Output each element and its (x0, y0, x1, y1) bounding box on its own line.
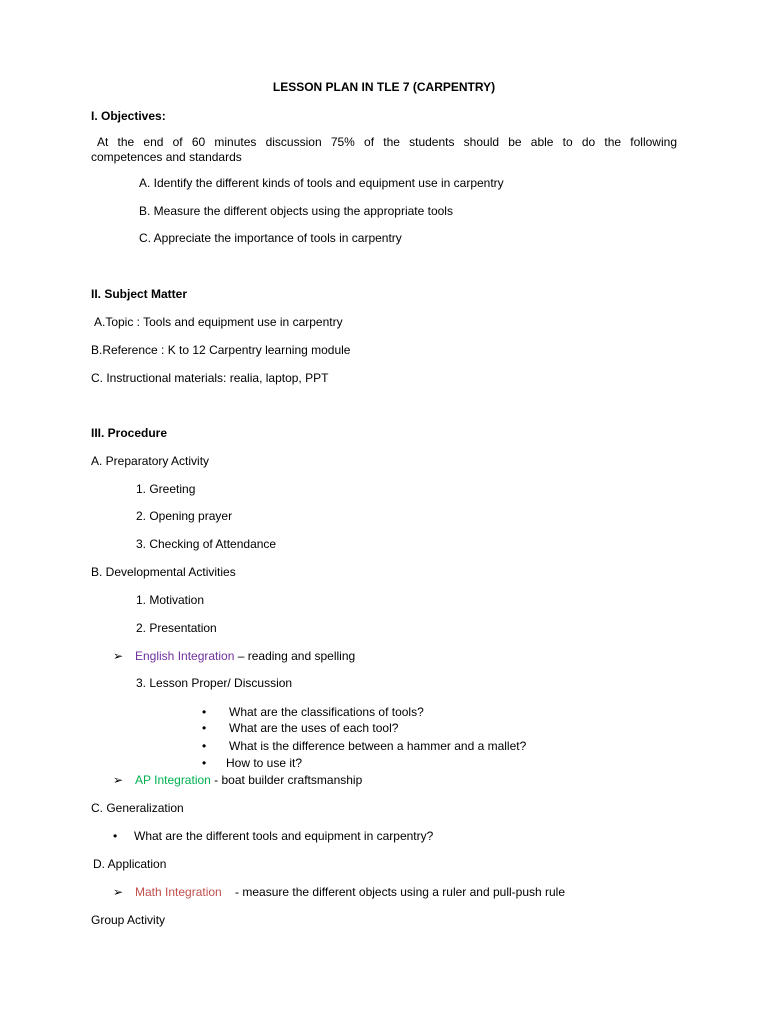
bullet-icon: • (202, 721, 207, 735)
developmental-motivation: 1. Motivation (136, 593, 205, 607)
objectives-intro-line2: competences and standards (91, 150, 242, 164)
preparatory-heading: A. Preparatory Activity (91, 454, 210, 468)
ap-integration-label: AP Integration (135, 773, 211, 787)
question-item (202, 756, 302, 771)
subject-reference: B.Reference : K to 12 Carpentry learning module (91, 343, 351, 357)
bullet-icon: • (113, 829, 118, 843)
ap-integration-item (113, 773, 362, 788)
procedure-heading: III. Procedure (91, 426, 168, 440)
lesson-proper: 3. Lesson Proper/ Discussion (136, 676, 293, 690)
preparatory-item-prayer: 2. Opening prayer (136, 509, 233, 523)
group-activity-heading: Group Activity (91, 913, 166, 927)
arrow-bullet-icon: ➢ (113, 885, 124, 899)
arrow-bullet-icon: ➢ (113, 649, 124, 663)
math-integration-label: Math Integration (135, 885, 222, 899)
subject-matter-heading: II. Subject Matter (91, 287, 188, 301)
generalization-heading: C. Generalization (91, 801, 184, 815)
preparatory-item-attendance: 3. Checking of Attendance (136, 537, 277, 551)
objective-item-c: C. Appreciate the importance of tools in carpentry (139, 231, 402, 245)
english-integration-label: English Integration (135, 649, 235, 663)
subject-topic: A.Topic : Tools and equipment use in carpentry (94, 315, 343, 329)
question-text: What is the difference between a hammer and a mallet? (229, 739, 527, 753)
arrow-bullet-icon: ➢ (113, 773, 124, 787)
question-text: What are the uses of each tool? (229, 721, 399, 735)
english-integration-text: – reading and spelling (234, 649, 356, 663)
bullet-icon: • (202, 705, 207, 719)
preparatory-item-greeting: 1. Greeting (136, 482, 196, 496)
document-title: LESSON PLAN IN TLE 7 (CARPENTRY) (272, 80, 496, 94)
question-text: What are the classifications of tools? (229, 705, 424, 719)
ap-integration-text: - boat builder craftsmanship (210, 773, 363, 787)
math-integration-item (113, 885, 565, 900)
english-integration-item (113, 649, 355, 664)
question-item (202, 721, 398, 736)
question-item (202, 739, 526, 754)
developmental-presentation: 2. Presentation (136, 621, 217, 635)
developmental-heading: B. Developmental Activities (91, 565, 236, 579)
objective-item-a: A. Identify the different kinds of tools and equipment use in carpentry (139, 176, 504, 190)
question-item (202, 705, 424, 720)
bullet-icon: • (202, 739, 207, 753)
objectives-heading: I. Objectives: (91, 109, 166, 123)
bullet-icon: • (202, 756, 207, 770)
question-text: How to use it? (226, 756, 303, 770)
subject-materials: C. Instructional materials: realia, laptop, PPT (91, 371, 329, 385)
math-integration-text: - measure the different objects using a ruler and pull-push rule (221, 885, 566, 899)
generalization-question (113, 829, 433, 844)
objectives-intro-line1: At the end of 60 minutes discussion 75% of the students should be able to do the following (97, 135, 677, 149)
generalization-question-text: What are the different tools and equipment in carpentry? (134, 829, 434, 843)
objective-item-b: B. Measure the different objects using the appropriate tools (139, 204, 453, 218)
application-heading: D. Application (93, 857, 167, 871)
